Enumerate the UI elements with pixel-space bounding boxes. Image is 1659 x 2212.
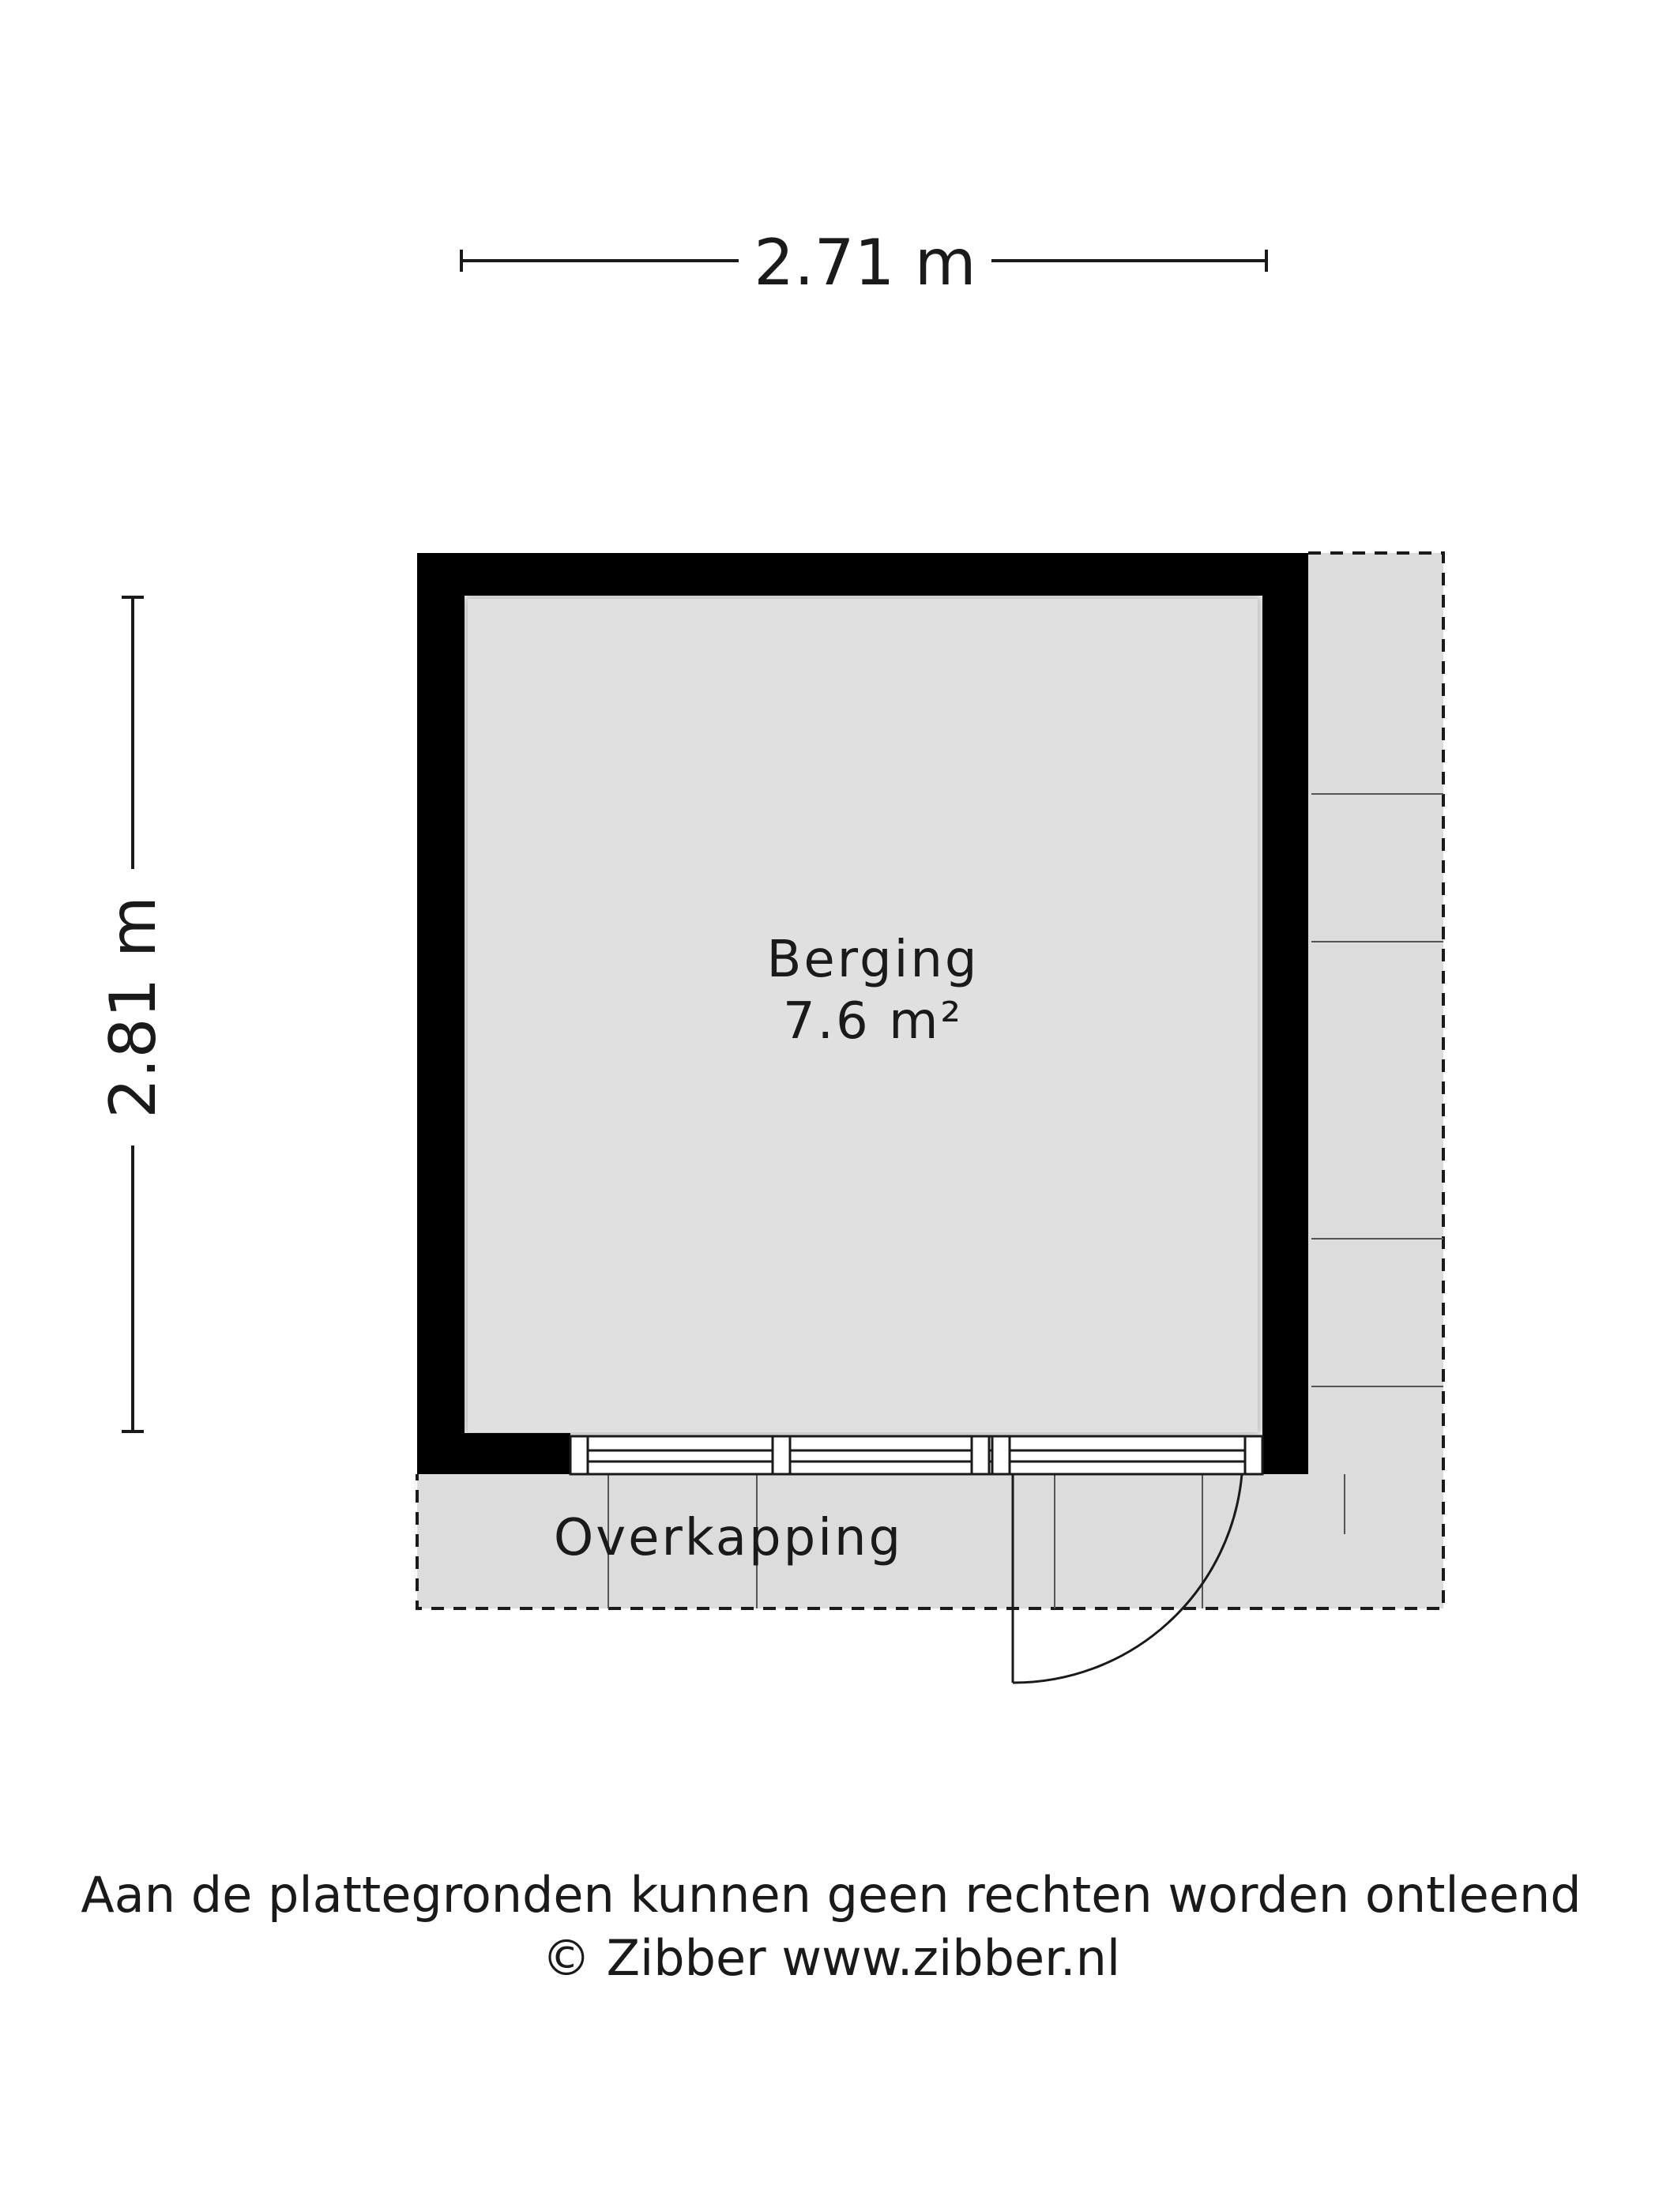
footer-credit: © Zibber www.zibber.nl bbox=[541, 1929, 1121, 1987]
overkapping-label: Overkapping bbox=[553, 1509, 904, 1567]
berging-name: Berging bbox=[766, 931, 980, 989]
footer-disclaimer: Aan de plattegronden kunnen geen rechten worden ontleend bbox=[81, 1866, 1582, 1924]
front-frames bbox=[570, 1436, 1262, 1474]
width-label: 2.71 m bbox=[754, 226, 976, 299]
berging-area: 7.6 m² bbox=[782, 992, 964, 1051]
width-dimension bbox=[461, 226, 1266, 299]
height-label: 2.81 m bbox=[96, 896, 170, 1119]
height-dimension bbox=[96, 597, 170, 1431]
